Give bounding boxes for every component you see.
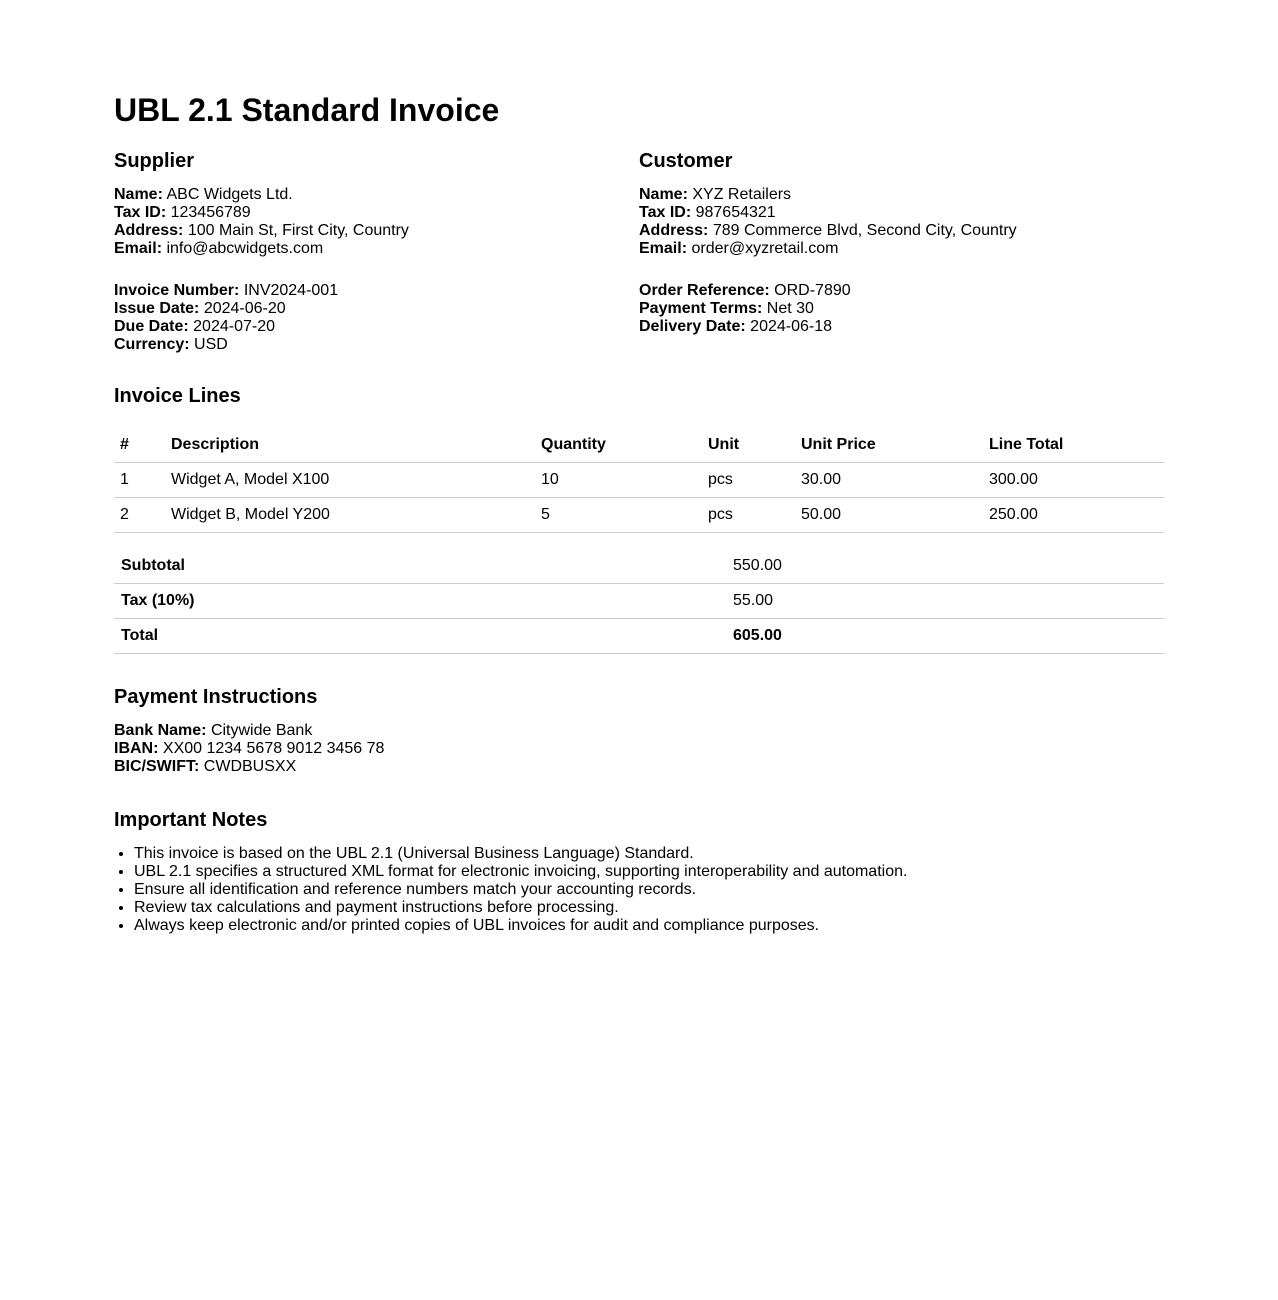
total-value: 605.00	[726, 619, 1164, 654]
customer-address: Address: 789 Commerce Blvd, Second City, Country	[639, 222, 1017, 239]
line-total: 300.00	[983, 463, 1164, 498]
line-total: 250.00	[983, 498, 1164, 533]
table-header-row	[114, 428, 1164, 463]
list-item: • Always keep electronic and/or printed copies of UBL invoices for audit and compliance purposes.	[134, 917, 1164, 935]
currency: Currency: USD	[114, 336, 228, 353]
iban: IBAN: XX00 1234 5678 9012 3456 78	[114, 740, 385, 757]
line-unit-price: 50.00	[795, 498, 983, 533]
tax-value: 55.00	[726, 584, 1164, 619]
payment-heading: Payment Instructions	[114, 686, 318, 708]
supplier-email: Email: info@abcwidgets.com	[114, 240, 324, 257]
tax-label: Tax (10%)	[114, 584, 726, 619]
line-number: 2	[114, 498, 165, 533]
list-item: • Review tax calculations and payment instructions before processing.	[134, 899, 1164, 917]
supplier-name: Name: ABC Widgets Ltd.	[114, 186, 293, 203]
page-title: UBL 2.1 Standard Invoice	[114, 92, 500, 128]
subtotal-value: 550.00	[726, 549, 1164, 584]
parties-section	[114, 132, 1164, 354]
column-header-quantity: Quantity	[535, 428, 702, 463]
table-row	[114, 463, 1164, 498]
invoice-lines-table	[114, 428, 1164, 533]
tax-row	[114, 584, 1164, 619]
total-row	[114, 619, 1164, 654]
line-quantity: 5	[535, 498, 702, 533]
column-header-line-total: Line Total	[983, 428, 1164, 463]
invoice-lines-heading: Invoice Lines	[114, 385, 241, 407]
invoice-number: Invoice Number: INV2024-001	[114, 282, 339, 299]
line-description: Widget B, Model Y200	[165, 498, 535, 533]
supplier-address: Address: 100 Main St, First City, Country	[114, 222, 409, 239]
order-meta	[639, 282, 1164, 336]
invoice-page	[114, 0, 1164, 935]
line-description: Widget A, Model X100	[165, 463, 535, 498]
column-header-description: Description	[165, 428, 535, 463]
subtotal-label: Subtotal	[114, 549, 726, 584]
list-item: • This invoice is based on the UBL 2.1 (Universal Business Language) Standard.	[134, 845, 1164, 863]
payment-details	[114, 722, 1164, 776]
column-header-number: #	[114, 428, 165, 463]
bic-swift: BIC/SWIFT: CWDBUSXX	[114, 758, 297, 775]
line-quantity: 10	[535, 463, 702, 498]
customer-heading: Customer	[639, 150, 733, 172]
totals-table	[114, 549, 1164, 654]
list-item: • UBL 2.1 specifies a structured XML format for electronic invoicing, supporting interoperability and automation.	[134, 863, 1164, 881]
line-number: 1	[114, 463, 165, 498]
column-header-unit-price: Unit Price	[795, 428, 983, 463]
bank-name: Bank Name: Citywide Bank	[114, 722, 313, 739]
order-reference: Order Reference: ORD-7890	[639, 282, 851, 299]
customer-section	[639, 132, 1164, 354]
column-header-unit: Unit	[702, 428, 795, 463]
supplier-tax-id: Tax ID: 123456789	[114, 204, 251, 221]
supplier-heading: Supplier	[114, 150, 195, 172]
invoice-meta	[114, 282, 639, 354]
supplier-details	[114, 186, 639, 258]
supplier-section	[114, 132, 639, 354]
line-unit: pcs	[702, 463, 795, 498]
customer-tax-id: Tax ID: 987654321	[639, 204, 776, 221]
line-unit-price: 30.00	[795, 463, 983, 498]
notes-heading: Important Notes	[114, 809, 268, 831]
notes-list	[114, 845, 1164, 935]
list-item: • Ensure all identification and reference numbers match your accounting records.	[134, 881, 1164, 899]
customer-details	[639, 186, 1164, 258]
customer-email: Email: order@xyzretail.com	[639, 240, 839, 257]
issue-date: Issue Date: 2024-06-20	[114, 300, 286, 317]
due-date: Due Date: 2024-07-20	[114, 318, 275, 335]
line-unit: pcs	[702, 498, 795, 533]
table-row	[114, 498, 1164, 533]
customer-name: Name: XYZ Retailers	[639, 186, 792, 203]
total-label: Total	[114, 619, 726, 654]
subtotal-row	[114, 549, 1164, 584]
payment-terms: Payment Terms: Net 30	[639, 300, 814, 317]
delivery-date: Delivery Date: 2024-06-18	[639, 318, 833, 335]
